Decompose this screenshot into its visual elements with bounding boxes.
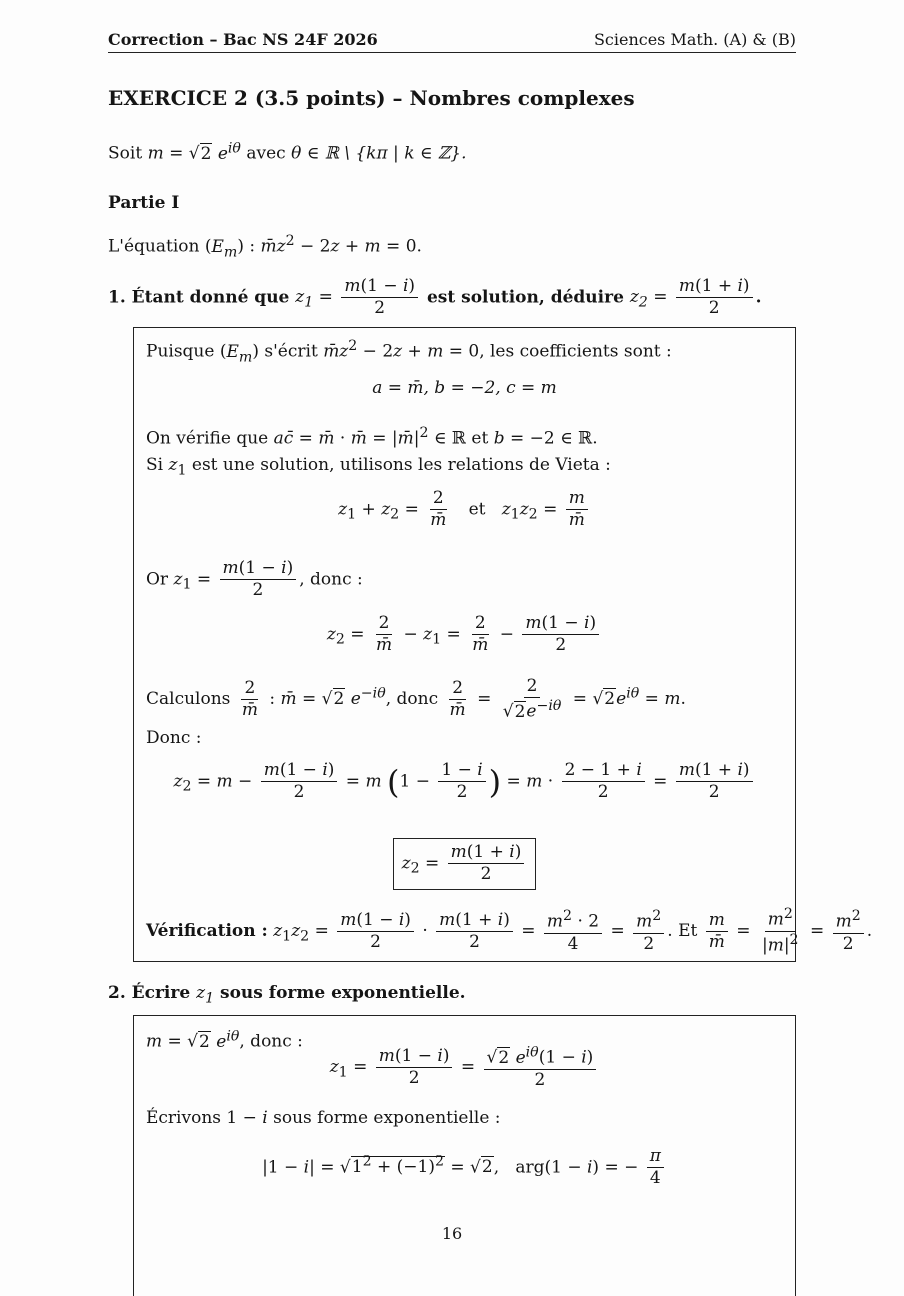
calculons-word: Calculons [146, 689, 231, 710]
intro-avec: avec [246, 143, 286, 164]
puisque-a: Puisque [146, 341, 215, 362]
puisque-c: , les coefficients sont : [479, 341, 672, 362]
si-line: Si $z_1$ est une solution, utilisons les relations de Vieta : [146, 455, 611, 479]
page-number: 16 [441, 1224, 463, 1243]
z2-boxed-result: $z_2$ = $\frac{m(1 + i)}{2}$ [134, 838, 795, 890]
q1-deduce: est solution, déduire [426, 287, 624, 308]
verif-a: On vérifie que [146, 428, 269, 449]
or-donc: , donc : [299, 569, 363, 590]
question-2: 2. Écrire $z_1$ sous forme exponentielle. [108, 983, 466, 1007]
calculons-donc: , donc [385, 689, 439, 710]
z2-derivation: $z_2 = m$ − $\frac{m(1 - i)}{2}$ = m (1 − $\frac{1 - i}{2}$ ) = m · $\frac{2 - 1 + i}{2}$ = $\frac{m(1 + i)}{2}$ [134, 760, 795, 804]
ecrivons-line: Écrivons 1 − i sous forme exponentielle : [146, 1108, 501, 1128]
solution-box-1 [133, 327, 873, 962]
q2-lead: 2. Écrire [108, 983, 191, 1003]
vieta-et: et [468, 499, 486, 520]
verification-et: . Et [667, 920, 698, 941]
ecrivons-a: Écrivons [146, 1108, 222, 1128]
ecrivons-b: sous forme exponentielle : [273, 1108, 501, 1128]
question-1: 1. Étant donné que $z_1$ = $\frac{m(1 - i)}{2}$ est solution, déduire $z_2$ = $\frac{m(1 + i)}{2}$ . [108, 276, 762, 319]
si-a: Si [146, 455, 164, 475]
modulus-argument: $|1 - i| = √1^2 + (-1)^2 = √2$, arg(1 − i) = − $\frac{\pi}{4}$ [134, 1146, 795, 1190]
q2-rest: sous forme exponentielle. [220, 983, 466, 1003]
m-donc: , donc : [239, 1031, 303, 1052]
m-line: m = √2 $e^{i\theta}$, donc : [146, 1028, 303, 1052]
si-b: est une solution, utilisons les relations de Vieta : [191, 455, 611, 475]
header-left: Correction – Bac NS 24F 2026 [108, 30, 378, 49]
solution-box-2 [133, 1015, 796, 1296]
calculons-line: Calculons $\frac{2}{m̄}$ : m̄ = √2 $e^{-i\theta}$, donc $\frac{2}{m̄}$ = $\frac{2}{√2e^{-i\theta}}$ = $√2e^{i\theta} = m$. [146, 676, 686, 722]
partie-heading: Partie I [108, 193, 180, 213]
verification-line: Vérification : $z_1z_2$ = $\frac{m(1 - i)}{2}$ · $\frac{m(1 + i)}{2}$ = $\frac{m^2 \cdot 2}{4}$ = $\frac{m^2}{2}$ . Et $\frac{m}{m̄}$ = $\frac{m^2}{|m|^2}$ = $\frac{m^2}{2}$ . [146, 906, 873, 956]
vieta-relations: $z_1 + z_2$ = $\frac{2}{m̄}$ et $z_1z_2$ = $\frac{m}{m̄}$ [134, 488, 795, 532]
equation-line: L'équation $(E_m)$ : $m̄z^2 - 2z + m = 0$. [108, 233, 422, 261]
equation-lead: L'équation [108, 236, 200, 257]
page-header [108, 28, 796, 53]
intro-condition: θ ∈ ℝ \ {kπ | k ∈ ℤ}. [291, 143, 467, 164]
puisque-b: s'écrit [264, 341, 318, 362]
exercise-title: EXERCICE 2 (3.5 points) – Nombres complexes [108, 86, 635, 110]
intro-line: Soit m = √2 $e^{i\theta}$ avec θ ∈ ℝ \ {kπ | k ∈ ℤ}. [108, 140, 467, 164]
z1-expression: $z_1$ = $\frac{m(1 - i)}{2}$ = $\frac{√2 e^{i\theta}(1 - i)}{2}$ [134, 1044, 795, 1091]
verif-line: On vérifie que ac̄ = m̄ · m̄ = $|m̄|^2$ ∈ ℝ et b = −2 ∈ ℝ. [146, 425, 598, 449]
puisque-line: Puisque $(E_m)$ s'écrit $m̄z^2 - 2z + m = 0$, les coefficients sont : [146, 338, 672, 366]
q1-lead: 1. Étant donné que [108, 287, 290, 308]
donc-line: Donc : [146, 728, 202, 748]
coefficients-text: a = m̄, b = −2, c = m [372, 378, 557, 398]
or-word: Or [146, 569, 169, 590]
verification-label: Vérification : [146, 920, 268, 941]
z2-expression: $z_2$ = $\frac{2}{m̄}$ − $z_1$ = $\frac{2}{m̄}$ − $\frac{m(1 - i)}{2}$ [134, 613, 795, 657]
intro-soit: Soit [108, 143, 143, 164]
verif-b: et [471, 428, 489, 449]
header-right: Sciences Math. (A) & (B) [593, 30, 796, 49]
coefficients [134, 378, 795, 398]
or-line: Or $z_1$ = $\frac{m(1 - i)}{2}$ , donc : [146, 558, 363, 601]
